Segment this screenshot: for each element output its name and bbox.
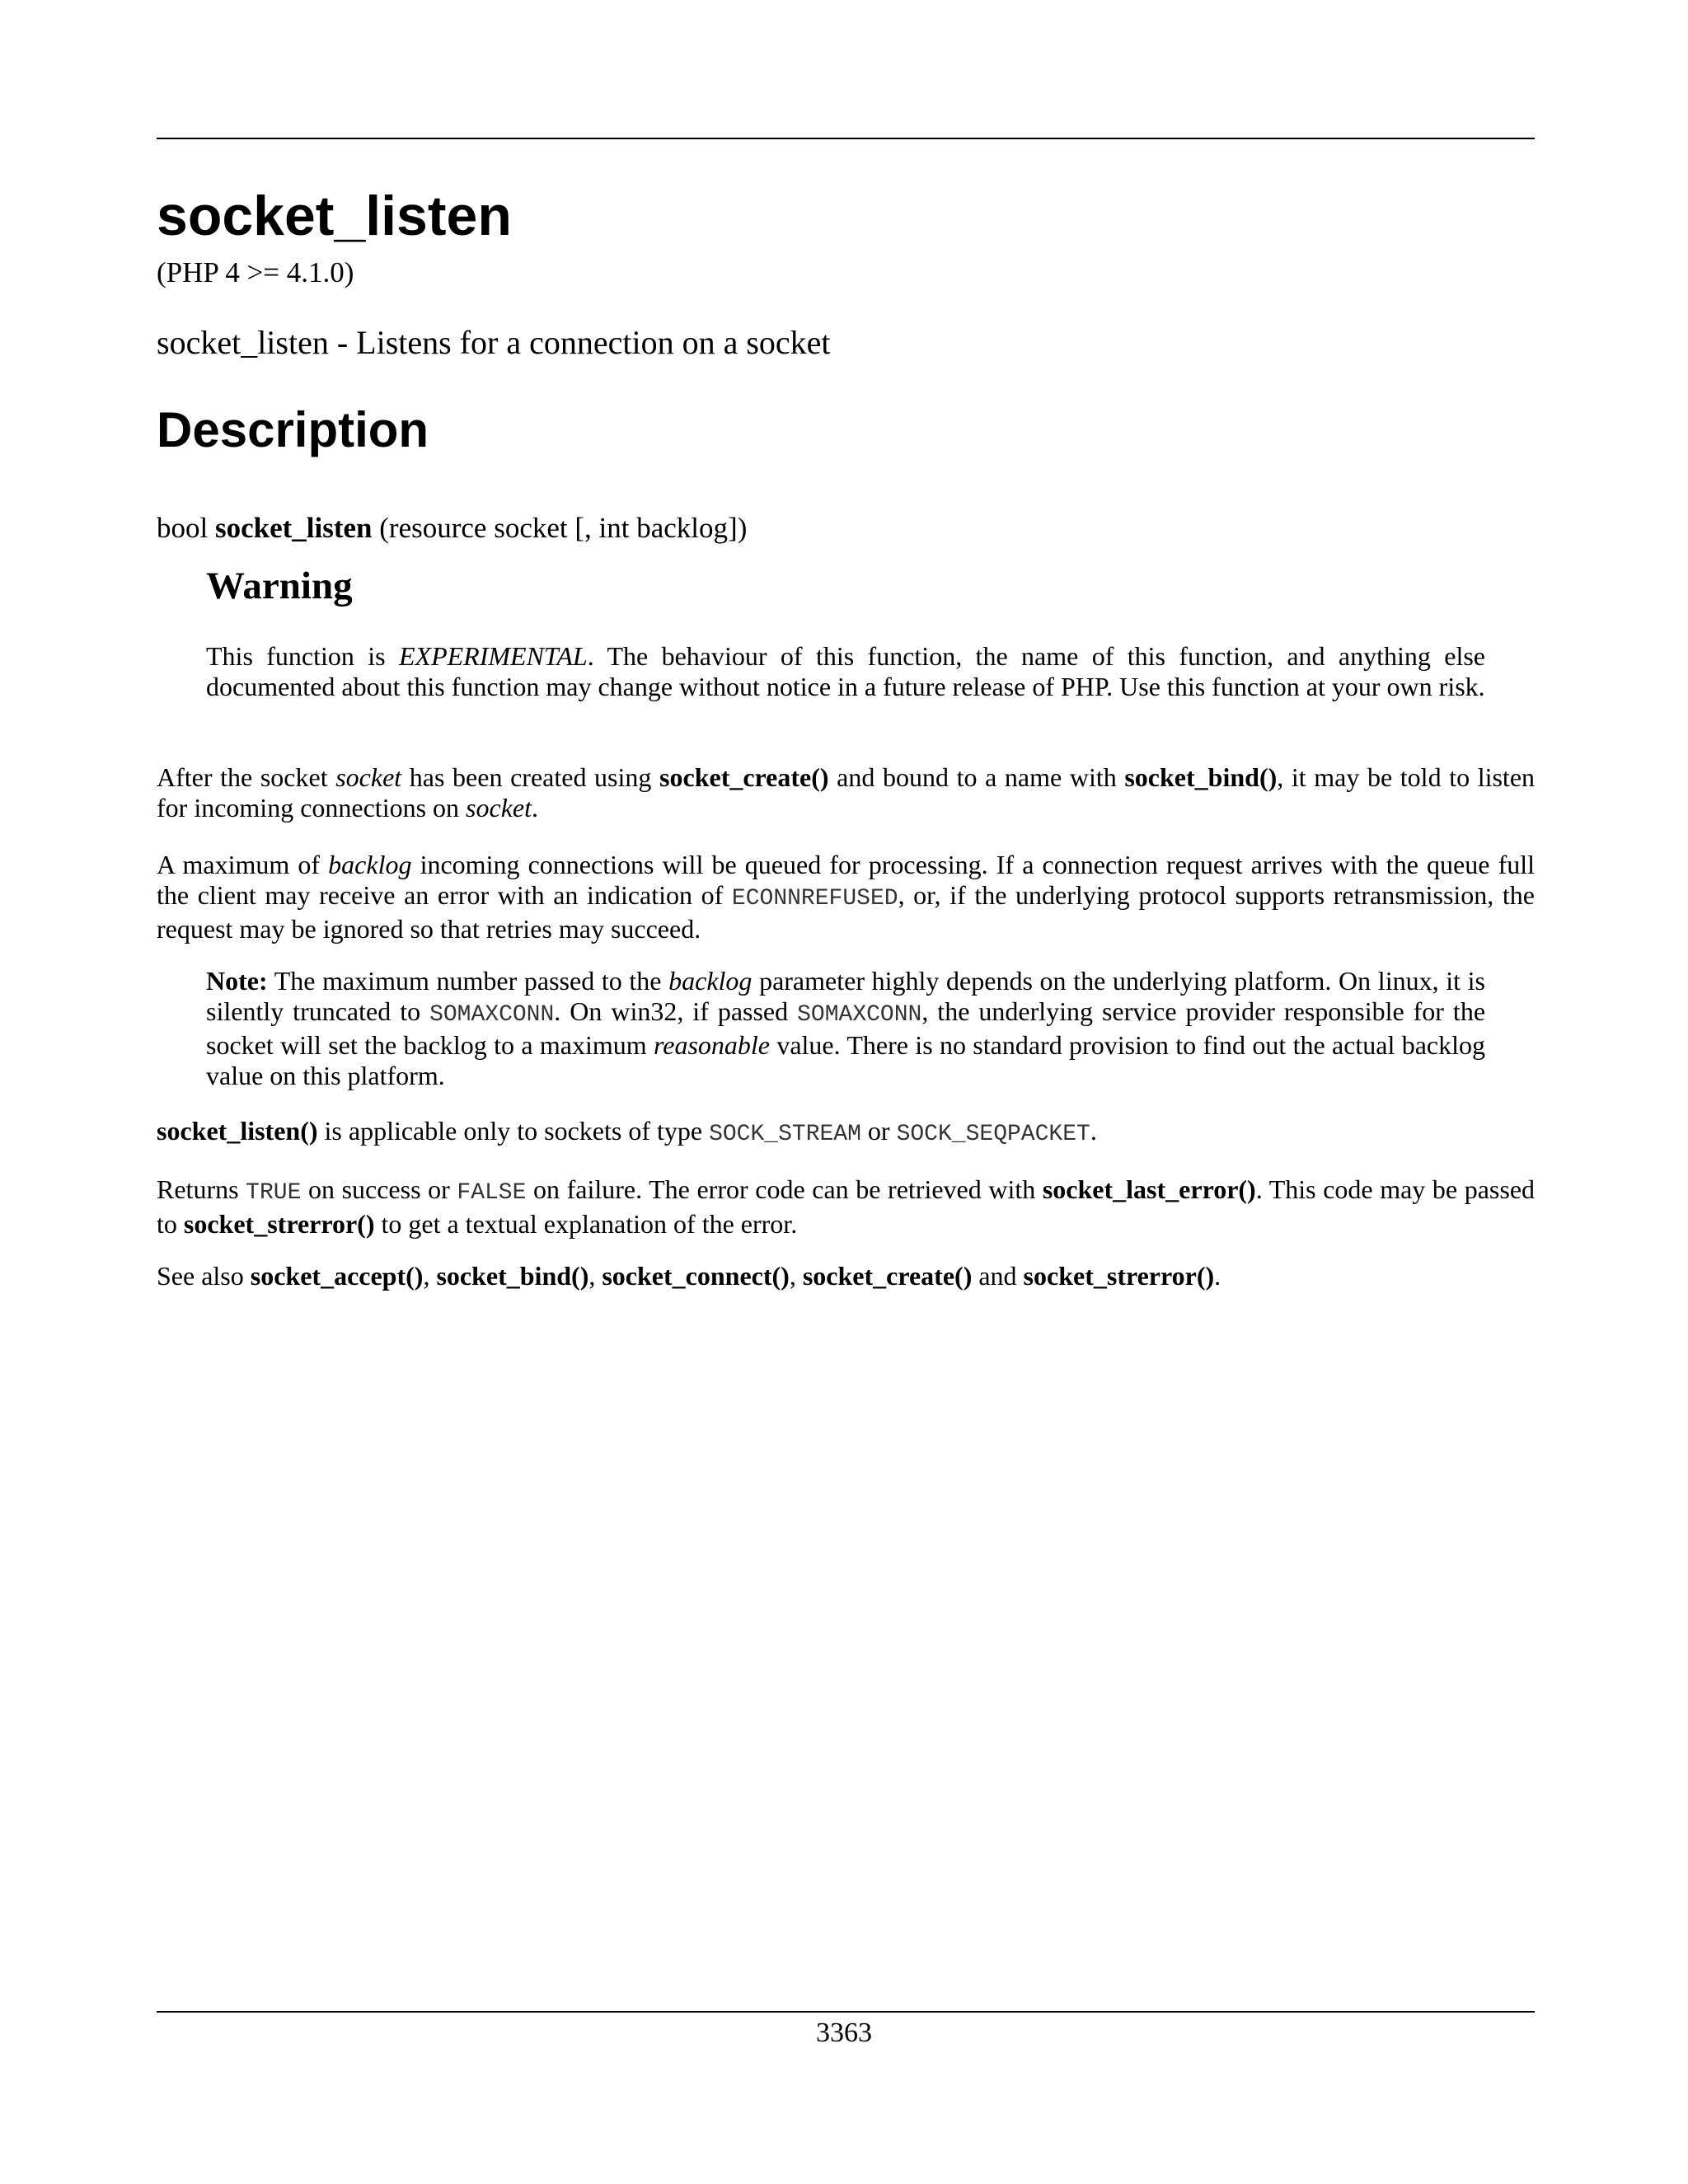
constant-somaxconn: SOMAXCONN: [429, 1001, 555, 1028]
refname-purpose: socket_listen - Listens for a connection on a socket: [157, 324, 831, 361]
paragraph-bind-listen: [157, 762, 1535, 823]
constant-false: FALSE: [457, 1180, 527, 1206]
emphasis-reasonable: reasonable: [653, 1030, 770, 1060]
separator: ,: [588, 1261, 603, 1291]
text: .: [531, 792, 538, 823]
text: is applicable only to sockets of type: [317, 1116, 710, 1146]
function-link-socket-create[interactable]: socket_create(): [659, 762, 829, 792]
version-info: (PHP 4 >= 4.1.0): [157, 256, 354, 288]
function-link-socket-listen[interactable]: socket_listen(): [157, 1116, 318, 1146]
top-rule: [157, 138, 1535, 139]
warning-text: [206, 641, 1485, 701]
warning-heading: Warning: [206, 565, 353, 607]
function-link-socket-accept[interactable]: socket_accept(): [250, 1261, 424, 1291]
text: parameter highly depends on the underlying platform. On linux, it is silently truncated to: [206, 966, 1486, 1026]
param-socket: socket: [335, 762, 402, 792]
return-type: bool: [157, 512, 209, 544]
description-heading: Description: [157, 402, 429, 457]
function-link-socket-bind[interactable]: socket_bind(): [1124, 762, 1278, 792]
function-link-socket-bind[interactable]: socket_bind(): [436, 1261, 589, 1291]
text: on failure. The error code can be retrieved with: [526, 1174, 1043, 1204]
note-label: Note:: [206, 966, 268, 996]
constant-econnrefused: ECONNREFUSED: [731, 885, 898, 912]
constant-true: TRUE: [246, 1180, 302, 1206]
function-link-socket-connect[interactable]: socket_connect(): [602, 1261, 790, 1291]
bottom-rule: [157, 2011, 1535, 2013]
function-link-socket-create[interactable]: socket_create(): [802, 1261, 973, 1291]
param-socket: socket: [466, 792, 532, 823]
warning-text-1: This function is: [206, 641, 399, 671]
function-synopsis: [157, 511, 747, 546]
text: After the socket: [157, 762, 336, 792]
text: See also: [157, 1261, 251, 1291]
text: incoming connections will be queued for processing. If a connection request arrives with the queue full the client may receive an error with an indication of: [157, 850, 1536, 910]
function-link-socket-strerror[interactable]: socket_strerror(): [1023, 1261, 1215, 1291]
paragraph-return-values: [157, 1174, 1535, 1239]
text: and: [972, 1261, 1024, 1291]
function-link-socket-last-error[interactable]: socket_last_error(): [1042, 1174, 1256, 1204]
constant-somaxconn: SOMAXCONN: [797, 1001, 922, 1028]
constant-sock-stream: SOCK_STREAM: [709, 1122, 861, 1147]
note-block: [206, 966, 1485, 1090]
page-number: 3363: [816, 2018, 872, 2048]
page-title: socket_listen: [157, 185, 512, 247]
text: . On win32, if passed: [554, 996, 798, 1026]
function-link-socket-strerror[interactable]: socket_strerror(): [183, 1208, 375, 1239]
function-params: (resource socket [, int backlog]): [379, 512, 748, 544]
paragraph-backlog: [157, 850, 1535, 944]
text: and bound to a name with: [828, 762, 1125, 792]
param-backlog: backlog: [328, 850, 412, 879]
text: , or, if the underlying protocol supports retransmission, the request may be ignored so that retries may succeed.: [157, 879, 1536, 944]
see-also: [157, 1261, 1535, 1291]
warning-text-2: . The behaviour of this function, the name of this function, and anything else documented about this function may change without notice in a future release of PHP. Use this function at your own risk.: [206, 641, 1486, 701]
function-name: socket_listen: [214, 512, 373, 544]
param-backlog: backlog: [668, 966, 753, 996]
separator: ,: [423, 1261, 437, 1291]
text: The maximum number passed to the: [267, 966, 669, 996]
text: A maximum of: [157, 850, 329, 879]
text: . This code may be passed to: [157, 1174, 1536, 1239]
text: .: [1090, 1116, 1097, 1146]
text: to get a textual explanation of the error.: [374, 1208, 798, 1239]
text: , the underlying service provider responsible for the socket will set the backlog to a maximum: [206, 996, 1486, 1060]
separator: ,: [789, 1261, 803, 1291]
text: Returns: [157, 1174, 246, 1204]
text: has been created using: [401, 762, 660, 792]
warning-emphasis: EXPERIMENTAL: [398, 641, 588, 671]
text: , it may be told to listen for incoming connections on: [157, 762, 1536, 823]
constant-sock-seqpacket: SOCK_SEQPACKET: [896, 1122, 1090, 1147]
text: .: [1214, 1261, 1221, 1291]
paragraph-socket-types: [157, 1116, 1535, 1151]
text: on success or: [301, 1174, 457, 1204]
text: or: [860, 1116, 897, 1146]
text: value. There is no standard provision to find out the actual backlog value on this platform.: [206, 1030, 1486, 1090]
